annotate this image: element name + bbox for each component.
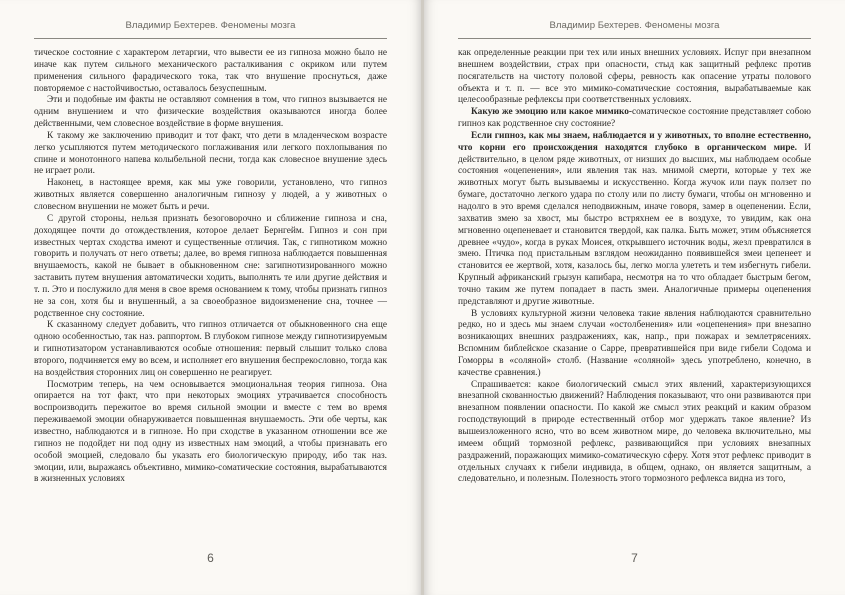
paragraph-text: Посмотрим теперь, на чем основывается эмоциональная теория гипноза. Она опирается на тот факт, что при некоторых эмоциях утрачивается способность воспроизводить пережитое во время сильной эмоции и вместе с тем во время переживаемой эмоции обнаруживается повышенная внушаемость. Эти обе черты, как известно, наблюдаются и в гипнозе. Но при сходстве в указанном отношении все же гипноз не подойдет ни под одну из известных нам эмоций, а чтобы признавать его особой эмоцией, следовало бы указать его биологическую природу, ибо так наз. эмоции, или, выражаясь объективно, мимико-соматические состояния, вырабатываются в жизненных условиях bbox=[34, 379, 387, 485]
paragraph-text: Наконец, в настоящее время, как мы уже говорили, установлено, что гипноз животных является совершенно аналогичным гипнозу у людей, а у животных о словесном внушении не может быть и речи. bbox=[34, 178, 387, 212]
paragraph bbox=[458, 309, 811, 380]
paragraph-text: соматическое состояние представляет собою гипноз как родственное сну состояние? bbox=[458, 107, 811, 130]
paragraph-text: Спрашивается: какое биологический смысл этих явлений, характеризующихся внезапной скованностью движений? Наблюдения показывают, что они развиваются при внезапном появлении опасности. По какой же смысл этих реакций и каким образом господствующий в природе естественный отбор мог удержать такое явление? Из вышеизложенного ясно, что во всем животном мире, до человека включительно, мы имеем общий тормозной рефлекс, развивающийся при условиях внезапных раздражений, поражающих мимико-соматическую сферу. Хотя этот рефлекс приводит в отдельных случаях к гибели индивида, в общем, однако, он является защитным, а следовательно, и полезным. Полезность этого тормозного рефлекса видна из того, bbox=[458, 379, 811, 485]
paragraph bbox=[34, 131, 387, 178]
paragraph bbox=[458, 131, 811, 309]
paragraph-text: тическое состояние с характером летаргии, что вывести ее из гипноза можно было не иначе как путем сильного механического расталкивания с окриком или путем применения сильного фарадического тока, так что внушение проснуться, даже повторяемое с настойчивостью, оставалось безуспешным. bbox=[34, 48, 387, 94]
right-page bbox=[424, 0, 845, 595]
left-page bbox=[0, 0, 421, 595]
paragraph bbox=[34, 95, 387, 131]
paragraph-text: Эти и подобные им факты не оставляют сомнения в том, что гипноз вызывается не одним внушением и что физические воздействия оказываются иногда более действенными, чем словесное воздействие в форме внушения. bbox=[34, 95, 387, 130]
page-number: 6 bbox=[207, 551, 214, 565]
paragraph bbox=[34, 178, 387, 214]
paragraph-text: К сказанному следует добавить, что гипноз отличается от обыкновенного сна еще одною особенностью, так наз. раппортом. В глубоком гипнозе между гипнотизируемым и гипнотизатором устанавливаются особые отношения: первый слышит только слова второго, подчиняется ему во всем, и исполняет его внушения беспрекословно, тогда как на воздействия сторонних лиц он совершенно не реагирует. bbox=[34, 320, 387, 378]
paragraph bbox=[458, 48, 811, 107]
paragraph bbox=[34, 48, 387, 95]
paragraph-text: как определенные реакции при тех или иных внешних условиях. Испуг при внезапном внешнем воздействии, страх при опасности, стыд как защитный рефлекс против посягательств на чистоту половой сферы, ревность как опасение утраты полового объекта и т. п. — все это мимико-соматические состояния, вырабатываемые как целесообразные рефлексы при соответственных условиях. bbox=[458, 48, 811, 106]
paragraph-text: И действительно, в целом ряде животных, от низших до высших, мы наблюдаем особые состояния «оцепенения», или явления так наз. мнимой смерти, которые у тех же животных могут быть вызываемы и искусственно. Когда жучок или паук ползет по бумаге, достаточно легкого удара по столу или по листу бумаги, чтобы он мгновенно и надолго в это время сделался неподвижным, иначе говоря, замер в оцепенении. Если, захватив змею за хвост, мы быстро встряхнем ее в воздухе, то увидим, как она мгновенно оцепеневает и становится твердой, как палка. Быть может, этим объясняется древнее «чудо», когда в руках Моисея, открывшего источник воды, жезл превратился в змею. Птичка под пристальным взглядом неожиданно появившейся змеи цепенеет и становится ее жертвой, хотя, казалось бы, легко могла улететь и тем избегнуть гибели. Крупный африканский грызун капибара, несмотря на то что обладает быстрым бегом, точно таким же путем попадает в пасть змеи. Аналогичные примеры оцепенения представляют и другие животные. bbox=[458, 142, 811, 307]
paragraph bbox=[34, 380, 387, 487]
running-header: Владимир Бехтерев. Феномены мозга bbox=[125, 20, 296, 31]
bold-lead: Какую же эмоцию или какое мимико- bbox=[471, 107, 633, 118]
paragraph bbox=[34, 214, 387, 321]
body-text bbox=[34, 48, 387, 486]
header-rule bbox=[458, 38, 811, 39]
paragraph bbox=[458, 380, 811, 487]
paragraph bbox=[34, 320, 387, 379]
bold-lead: Если гипноз, как мы знаем, наблюдается и у животных, то вполне естественно, что корни его происхождения находятся глубоко в органическом мире. bbox=[458, 130, 811, 153]
paragraph-text: В условиях культурной жизни человека такие явления наблюдаются сравнительно редко, но и здесь мы знаем случаи «остолбенения» или «оцепенения» при внезапно возникающих внешних раздражениях, как, напр., при пожарах и землетрясениях. Вспомним библейское сказание о Сарре, превратившейся при виде гибели Содома и Гоморры в «соляной» столб. (Название «соляной» здесь употреблено, конечно, в качестве сравнения.) bbox=[458, 308, 811, 378]
paragraph bbox=[458, 107, 811, 131]
page-number: 7 bbox=[631, 551, 638, 565]
body-text bbox=[458, 48, 811, 486]
running-header: Владимир Бехтерев. Феномены мозга bbox=[549, 20, 720, 31]
header-rule bbox=[34, 38, 387, 39]
paragraph-text: С другой стороны, нельзя признать безоговорочно и сближение гипноза и сна, доходящее почти до отождествления, которое делает Бернгейм. Гипноз и сон при известных чертах сходства имеют и существенные отличия. Так, с гипнотиком можно говорить и получать от него ответы; далее, во время гипноза наблюдается повышенная внушаемость, какой не бывает в обыкновенном сне: загипнотизированного можно заставить путем внушения автоматически ходить, выполнять те или другие действия и т. п. Это и послужило для меня в свое время основанием к тому, чтобы признать гипноз не за сон, хотя бы и внушенный, а за своеобразное видоизменение сна, точнее — родственное сну состояние. bbox=[34, 213, 387, 319]
paragraph-text: К такому же заключению приводит и тот факт, что дети в младенческом возрасте легко усыпляются путем методического поглаживания или легкого похлопывания по спине и монотонного напева колыбельной песни, тогда как словесное внушение здесь не играет роли. bbox=[34, 130, 387, 177]
